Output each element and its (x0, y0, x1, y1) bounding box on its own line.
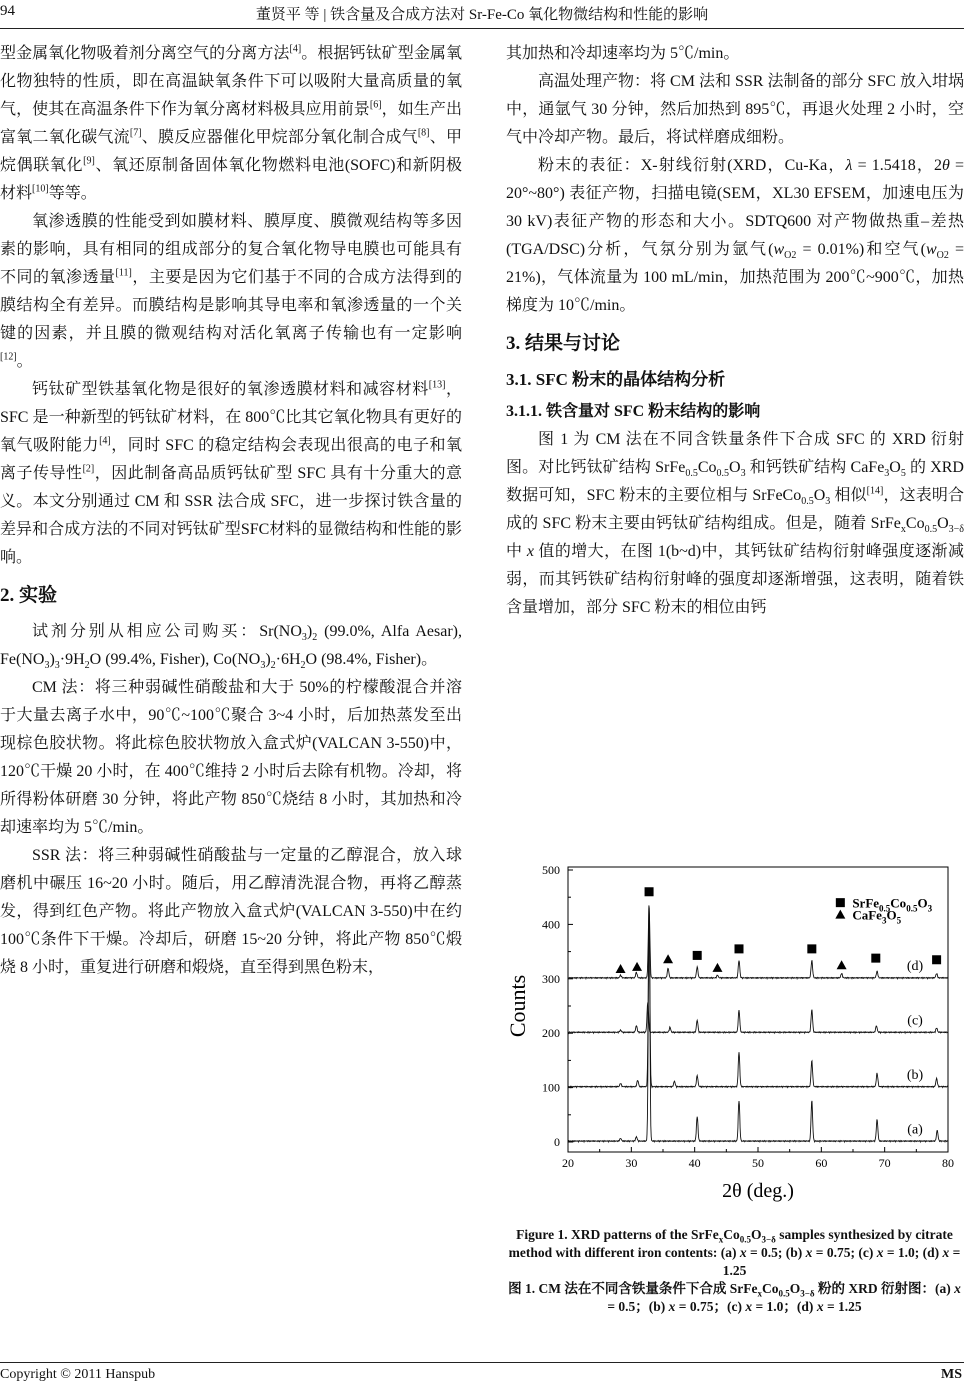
text-run: 型金属氧化物吸着剂分离空气的分离方法 (0, 45, 290, 62)
text-run: 3.1.1. 铁含量对 SFC 粉末结构的影响 (506, 403, 761, 420)
section-heading (506, 398, 964, 426)
y-tick-label: 500 (542, 863, 560, 877)
text-run: ，同时 SFC 的稳定结构会表现出很高的电子和氧离子传导性 (0, 437, 462, 482)
subscript: 3 (260, 660, 266, 672)
subscript: O2 (936, 250, 949, 262)
text-run: = 1.0; (d) (883, 1245, 943, 1260)
text-run: ·6H (275, 651, 301, 668)
text-run: Co (762, 1281, 779, 1296)
srfecoo-marker (807, 944, 816, 953)
text-run: 、氧还原制备固体氧化物燃料电池(SOFC)和新阴极材料 (0, 157, 462, 202)
text-run: Co (723, 1227, 740, 1242)
subscript: 3 (44, 660, 50, 672)
citation: [10] (32, 183, 49, 195)
text-run: O (729, 459, 741, 476)
figure-caption (505, 1226, 964, 1316)
y-axis-label: Counts (505, 974, 530, 1038)
text-run: (99.0%, Alfa Aesar), Fe(NO (0, 623, 462, 668)
text-run: = 0.5; (b) (746, 1245, 806, 1260)
cafeo-marker (837, 960, 847, 969)
citation: [11] (115, 267, 132, 279)
italic-symbol: x (526, 543, 534, 560)
text-run: 图 1 为 CM 法在不同含铁量条件下合成 SFC 的 XRD 衍射图。对比钙钛矿结构 SrFe (506, 431, 964, 476)
text-run: 、膜反应器催化甲烷部分氧化制合成气 (141, 129, 418, 146)
text-run: 其加热和冷却速率均为 5℃/min。 (506, 45, 740, 62)
paragraph (0, 208, 462, 376)
text-run: 中 (506, 543, 527, 560)
y-tick-label: 200 (542, 1026, 560, 1041)
text-run: = 1.5418，2 (852, 157, 942, 174)
citation: [14] (866, 485, 884, 497)
subscript: 3 (54, 660, 60, 672)
text-run: 3. 结果与讨论 (506, 333, 621, 354)
x-tick-label: 70 (878, 1156, 891, 1170)
subscript: x (718, 1234, 724, 1245)
text-run: ) (265, 651, 271, 668)
paragraph (506, 68, 964, 152)
subscript: 3−δ (800, 1288, 815, 1299)
subscript: 3 (884, 468, 890, 480)
paragraph (506, 152, 964, 320)
legend-text-part: 5 (896, 915, 902, 926)
text-run: 。 (16, 353, 33, 370)
subscript: 0.5 (801, 496, 814, 508)
cafeo-marker (616, 964, 626, 973)
text-run: = 1.25 (823, 1299, 862, 1314)
y-tick-label: 0 (554, 1135, 560, 1149)
series-label: (b) (906, 1068, 924, 1083)
text-run: O (889, 459, 901, 476)
subscript: 0.5 (924, 524, 938, 536)
text-run: = 0.75；(c) (675, 1299, 746, 1314)
citation: [12] (0, 351, 17, 363)
paragraph (0, 618, 462, 674)
srfecoo-marker (871, 954, 880, 963)
cafeo-marker (632, 962, 642, 971)
legend-square-icon (836, 898, 845, 907)
citation: [6] (369, 99, 382, 111)
text-run: ) (49, 651, 55, 668)
series-label: (c) (907, 1013, 923, 1029)
text-run: 3.1. SFC 粉末的晶体结构分析 (506, 370, 726, 389)
text-run: Co (697, 459, 717, 476)
legend-text-part: 0.5 (906, 903, 918, 914)
legend-text-part: SrFe (852, 895, 880, 911)
text-run: 钙钛矿型铁基氧化物是很好的氧渗透膜材料和减容材料 (32, 381, 429, 398)
x-tick-label: 40 (688, 1156, 701, 1170)
italic-symbol: x (805, 1245, 813, 1260)
legend-text-part: O (917, 895, 928, 911)
series-line-a (568, 908, 948, 1142)
x-axis-label: 2θ (deg.) (722, 1180, 794, 1202)
text-run: 、甲烷偶联氧化 (0, 129, 462, 174)
text-run: = 21%)，气体流量为 100 mL/min，加热范围为 200℃~900℃，加热梯度为 10℃/min。 (506, 241, 964, 314)
text-run: = 1.25 (722, 1245, 961, 1278)
x-tick-label: 80 (942, 1156, 954, 1170)
copyright: Copyright © 2011 Hanspub (0, 1367, 156, 1382)
subscript: O2 (784, 250, 797, 262)
cafeo-marker (712, 963, 722, 972)
x-tick-label: 30 (625, 1156, 638, 1170)
section-heading (506, 366, 964, 394)
italic-symbol: w (773, 241, 785, 258)
subscript: x (757, 1288, 763, 1299)
section-heading (0, 582, 462, 610)
text-run: O (813, 487, 826, 504)
text-run: O (937, 515, 949, 532)
italic-symbol: w (925, 241, 937, 258)
text-run: Figure 1. XRD patterns of the SrFe (516, 1227, 719, 1242)
subscript: x (900, 524, 906, 536)
left-column (0, 40, 462, 982)
italic-symbol: x (876, 1245, 884, 1260)
text-run: ，因此制备高品质钙钛矿型 SFC 具有十分重大的意义。本文分别通过 CM 和 SSR 法合成 SFC，进一步探讨铁含量的差异和合成方法的不同对钙钛矿型SFC材料的显微结构和性能的影响。 (0, 465, 462, 566)
legend-text-part: CaFe (852, 907, 882, 923)
text-run: O (99.4%, Fisher), Co(NO (89, 651, 261, 668)
page-footer (0, 1362, 964, 1387)
text-run: 的 XRD 数据可知，SFC 粉末的主要位相与 SrFeCo (506, 459, 964, 504)
paragraph (0, 842, 462, 982)
subscript: 3 (301, 632, 307, 644)
page-header (0, 0, 964, 29)
series-line-b (568, 907, 948, 1088)
italic-symbol: x (668, 1299, 676, 1314)
citation: [4] (289, 43, 302, 55)
subscript: 3 (825, 496, 831, 508)
text-run: 和钙铁矿结构 CaFe (745, 459, 885, 476)
srfecoo-marker (932, 955, 941, 964)
text-run: ·9H (59, 651, 85, 668)
xrd-chart (505, 860, 964, 1220)
text-run: ，如生产出富氧二氧化碳气流 (0, 101, 462, 146)
caption-english (505, 1226, 964, 1280)
journal-abbrev: MS (941, 1367, 962, 1382)
figure-1 (505, 860, 964, 1220)
text-run: 图 1. CM 法在不同含铁量条件下合成 SrFe (508, 1281, 758, 1296)
text-run: O (751, 1227, 762, 1242)
text-run: 2. 实验 (0, 585, 58, 606)
text-run: 高温处理产物：将 CM 法和 SSR 法制备的部分 SFC 放入坩埚中，通氩气 30 分钟，然后加热到 895℃，再退火处理 2 小时，空气中冷却产物。最后，将试样磨成细粉。 (506, 73, 964, 146)
subscript: 3−δ (761, 1234, 776, 1245)
text-run: CM 法：将三种弱碱性硝酸盐和大于 50%的柠檬酸混合并溶于大量去离子水中，90℃~100℃聚合 3~4 小时，后加热蒸发至出现棕色胶状物。将此棕色胶状物放入盒式炉(VALCAN 3-550)中，120℃干燥 20 小时，在 400℃维持 2 小时后去除有机物。冷却，将所得粉体研磨 30 分钟，将此产物 850℃烧结 8 小时，其加热和冷却速率均为 5℃/min。 (0, 679, 462, 836)
citation: [4] (99, 435, 111, 447)
text-run: samples synthesized by citrate method with different iron contents: (a) (508, 1227, 953, 1260)
y-tick-label: 100 (542, 1080, 560, 1095)
x-tick-label: 60 (815, 1156, 828, 1170)
italic-symbol: λ (845, 157, 853, 174)
srfecoo-marker (693, 951, 702, 960)
text-run: ) (306, 623, 313, 640)
caption-chinese (505, 1280, 964, 1316)
right-column (506, 40, 964, 622)
srfecoo-marker (645, 887, 654, 896)
subscript: 3 (740, 468, 746, 480)
legend-text-part: 3 (881, 915, 887, 926)
text-run: = 20°~80°) 表征产物，扫描电镜(SEM，XL30 EFSEM，加速电压为 30 kV)表征产物的形态和大小。SDTQ600 对产物做热重–差热(TGA/DSC)分析，气氛分别为氩气( (506, 157, 964, 258)
italic-symbol: x (739, 1245, 747, 1260)
subscript: 2 (312, 632, 318, 644)
text-run: SSR 法：将三种弱碱性硝酸盐与一定量的乙醇混合，放入球磨机中碾压 16~20 小时。随后，用乙醇清洗混合物，再将乙醇蒸发，得到红色产物。将此产物放入盒式炉(VALCAN 3-550)中在约 100℃条件下干燥。冷却后，研磨 15~20 分钟，将此产物 850℃煅烧 8 小时，重复进行研磨和煅烧，直至得到黑色粉末， (0, 847, 462, 976)
x-tick-label: 20 (562, 1156, 574, 1170)
subscript: 2 (84, 660, 90, 672)
text-run: 粉的 XRD 衍射图：(a) (814, 1281, 955, 1296)
text-run: 等等。 (48, 185, 97, 202)
subscript: 5 (900, 468, 906, 480)
paragraph (506, 40, 964, 68)
text-run: O (789, 1281, 801, 1296)
text-run: 氧渗透膜的性能受到如膜材料、膜厚度、膜微观结构等多因素的影响，具有相同的组成部分的复合氧化物导电膜也可能具有不同的氧渗透量 (0, 213, 462, 286)
italic-symbol: x (942, 1245, 950, 1260)
series-label: (a) (907, 1122, 923, 1138)
text-run: = 0.01%)和空气( (796, 241, 926, 258)
citation: [13] (428, 379, 446, 391)
text-run: = 1.0；(d) (752, 1299, 817, 1314)
page-number: 94 (0, 3, 15, 19)
citation: [7] (129, 127, 142, 139)
subscript: 3−δ (948, 524, 964, 536)
subscript: 2 (270, 660, 276, 672)
legend-text-part: O (886, 907, 897, 923)
y-tick-label: 400 (542, 917, 560, 932)
paragraph (506, 426, 964, 622)
text-run: 粉末的表征：X-射线衍射(XRD，Cu-Ka， (538, 157, 846, 174)
cafeo-marker (663, 954, 673, 963)
paragraph (0, 376, 462, 572)
text-run: 相似 (830, 487, 867, 504)
section-heading (506, 330, 964, 358)
text-run: = 0.75; (c) (812, 1245, 877, 1260)
citation: [9] (83, 155, 95, 167)
text-run: ，这表明合成的 SFC 粉末主要由钙钛矿结构组成。但是，随着 SrFe (506, 487, 964, 532)
italic-symbol: x (816, 1299, 824, 1314)
legend-triangle-icon (835, 910, 845, 919)
text-run: ，主要是因为它们基于不同的合成方法得到的膜结构全有差异。而膜结构是影响其导电率和氧渗透量的一个关键的因素，并且膜的微观结构对活化氧离子传输也有一定影响 (0, 269, 462, 342)
text-run: = 0.5；(b) (607, 1299, 669, 1314)
text-run: 。根据钙钛矿型金属氧化物独特的性质，即在高温缺氧条件下可以吸附大量高质量的氧气，使其在高温条件下作为氧分离材料极具应用前景 (0, 45, 462, 118)
subscript: 0.5 (739, 1234, 752, 1245)
running-title: 董贤平 等 | 铁含量及合成方法对 Sr-Fe-Co 氧化物微结构和性能的影响 (255, 7, 709, 23)
subscript: 2 (300, 660, 306, 672)
text-run: 值的增大，在图 1(b~d)中，其钙钛矿结构衍射峰强度逐渐减弱，而其钙铁矿结构衍射峰的强度却逐渐增强，这表明，随着铁含量增加，部分 SFC 粉末的相位由钙 (506, 543, 964, 616)
legend-text-part: 0.5 (879, 903, 891, 914)
legend-text-part: Co (890, 895, 907, 911)
paragraph (0, 40, 462, 208)
italic-symbol: θ (941, 157, 950, 174)
series-line-c (568, 1002, 948, 1033)
subscript: 0.5 (778, 1288, 790, 1299)
subscript: 0.5 (685, 468, 698, 480)
y-tick-label: 300 (542, 971, 560, 986)
text-run: 试剂分别从相应公司购买：Sr(NO (32, 623, 302, 640)
paragraph (0, 674, 462, 842)
citation: [8] (417, 127, 430, 139)
text-run: Co (905, 515, 925, 532)
italic-symbol: x (745, 1299, 753, 1314)
legend-text-part: 3 (927, 903, 933, 914)
series-label: (d) (906, 959, 924, 975)
text-run: O (98.4%, Fisher)。 (305, 651, 438, 668)
italic-symbol: x (954, 1281, 961, 1296)
subscript: 0.5 (716, 468, 730, 480)
text-run: ，SFC 是一种新型的钙钛矿材料，在 800℃比其它氧化物具有更好的氧气吸附能力 (0, 381, 462, 454)
x-tick-label: 50 (752, 1156, 764, 1170)
citation: [2] (82, 463, 95, 475)
srfecoo-marker (735, 944, 744, 953)
legend-entry (852, 908, 901, 926)
